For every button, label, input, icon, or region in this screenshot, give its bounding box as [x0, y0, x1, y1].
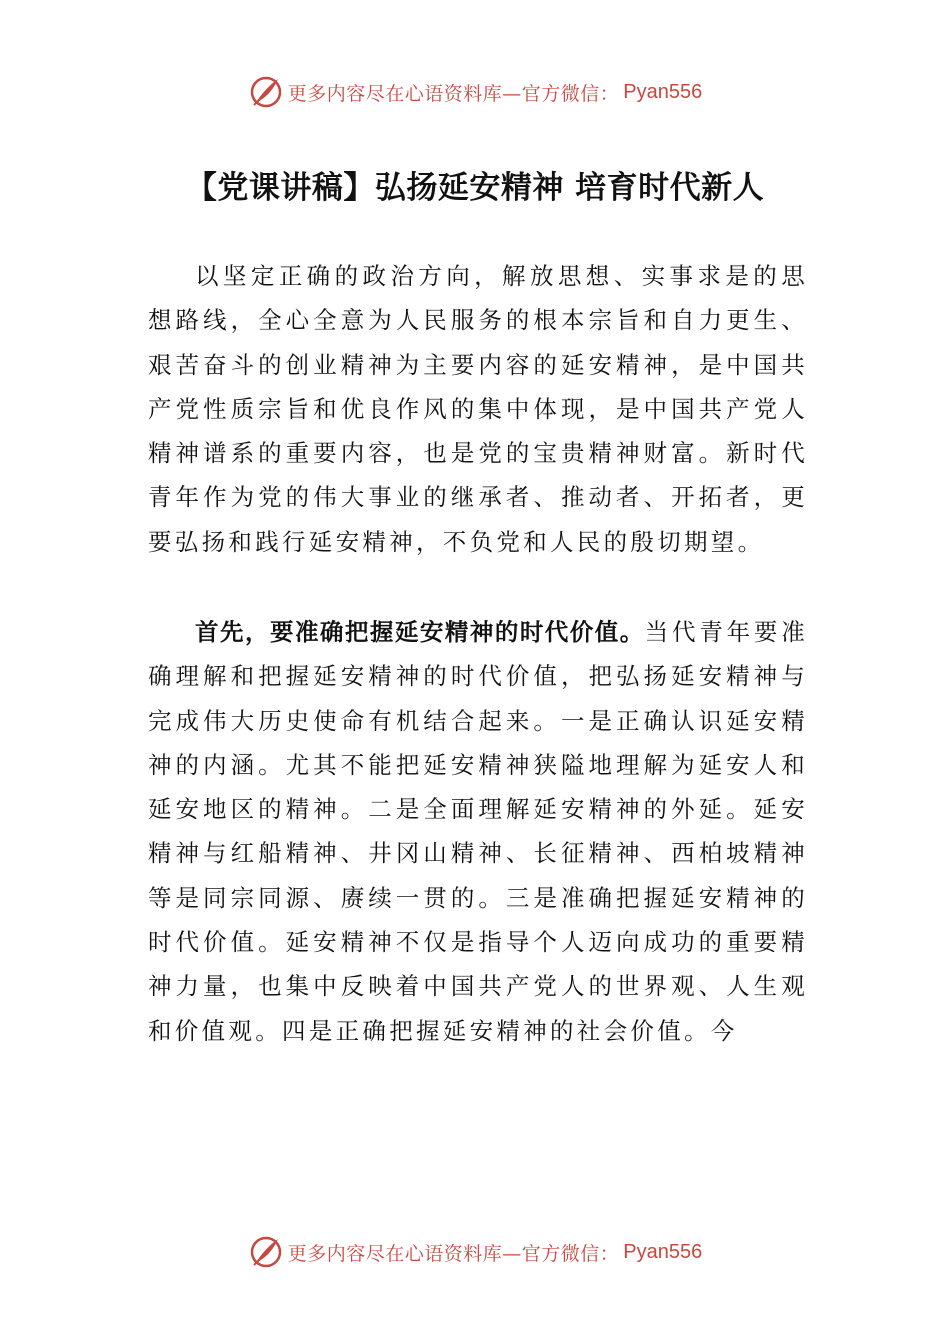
header-watermark: [0, 72, 950, 112]
watermark-text: 更多内容尽在心语资料库—官方微信：: [287, 82, 620, 105]
paragraph-text: 以坚定正确的政治方向，解放思想、实事求是的思想路线，全心全意为人民服务的根本宗旨和自力更生、艰苦奋斗的创业精神为主要内容的延安精神，是中国共产党性质宗旨和优良作风的集中体现，是中国共产党人精神谱系的重要内容，也是党的宝贵精神财富。新时代青年作为党的伟大事业的继承者、推动者、开拓者，更要弘扬和践行延安精神，不负党和人民的殷切期望。: [148, 262, 808, 556]
paragraph-intro: [148, 254, 808, 564]
document-title: 【党课讲稿】弘扬延安精神 培育时代新人: [185, 170, 765, 206]
paragraph-first-point: [148, 610, 808, 1053]
watermark-text: 更多内容尽在心语资料库—官方微信：: [287, 1242, 620, 1265]
feather-quill-logo-icon: [248, 74, 284, 110]
paragraph-text: 当代青年要准确理解和把握延安精神的时代价值，把弘扬延安精神与完成伟大历史使命有机结合起来。一是正确认识延安精神的内涵。尤其不能把延安精神狭隘地理解为延安人和延安地区的精神。二是全面理解延安精神的外延。延安精神与红船精神、井冈山精神、长征精神、西柏坡精神等是同宗同源、赓续一贯的。三是准确把握延安精神的时代价值。延安精神不仅是指导个人迈向成功的重要精神力量，也集中反映着中国共产党人的世界观、人生观和价值观。四是正确把握延安精神的社会价值。今: [148, 618, 808, 1045]
watermark-wechat-id: Pyan556: [623, 80, 703, 103]
watermark-wechat-id: Pyan556: [623, 1240, 703, 1263]
footer-watermark: [0, 1232, 950, 1272]
feather-quill-logo-icon: [248, 1234, 284, 1270]
paragraph-lead-heading: 首先，要准确把握延安精神的时代价值。: [195, 618, 645, 646]
